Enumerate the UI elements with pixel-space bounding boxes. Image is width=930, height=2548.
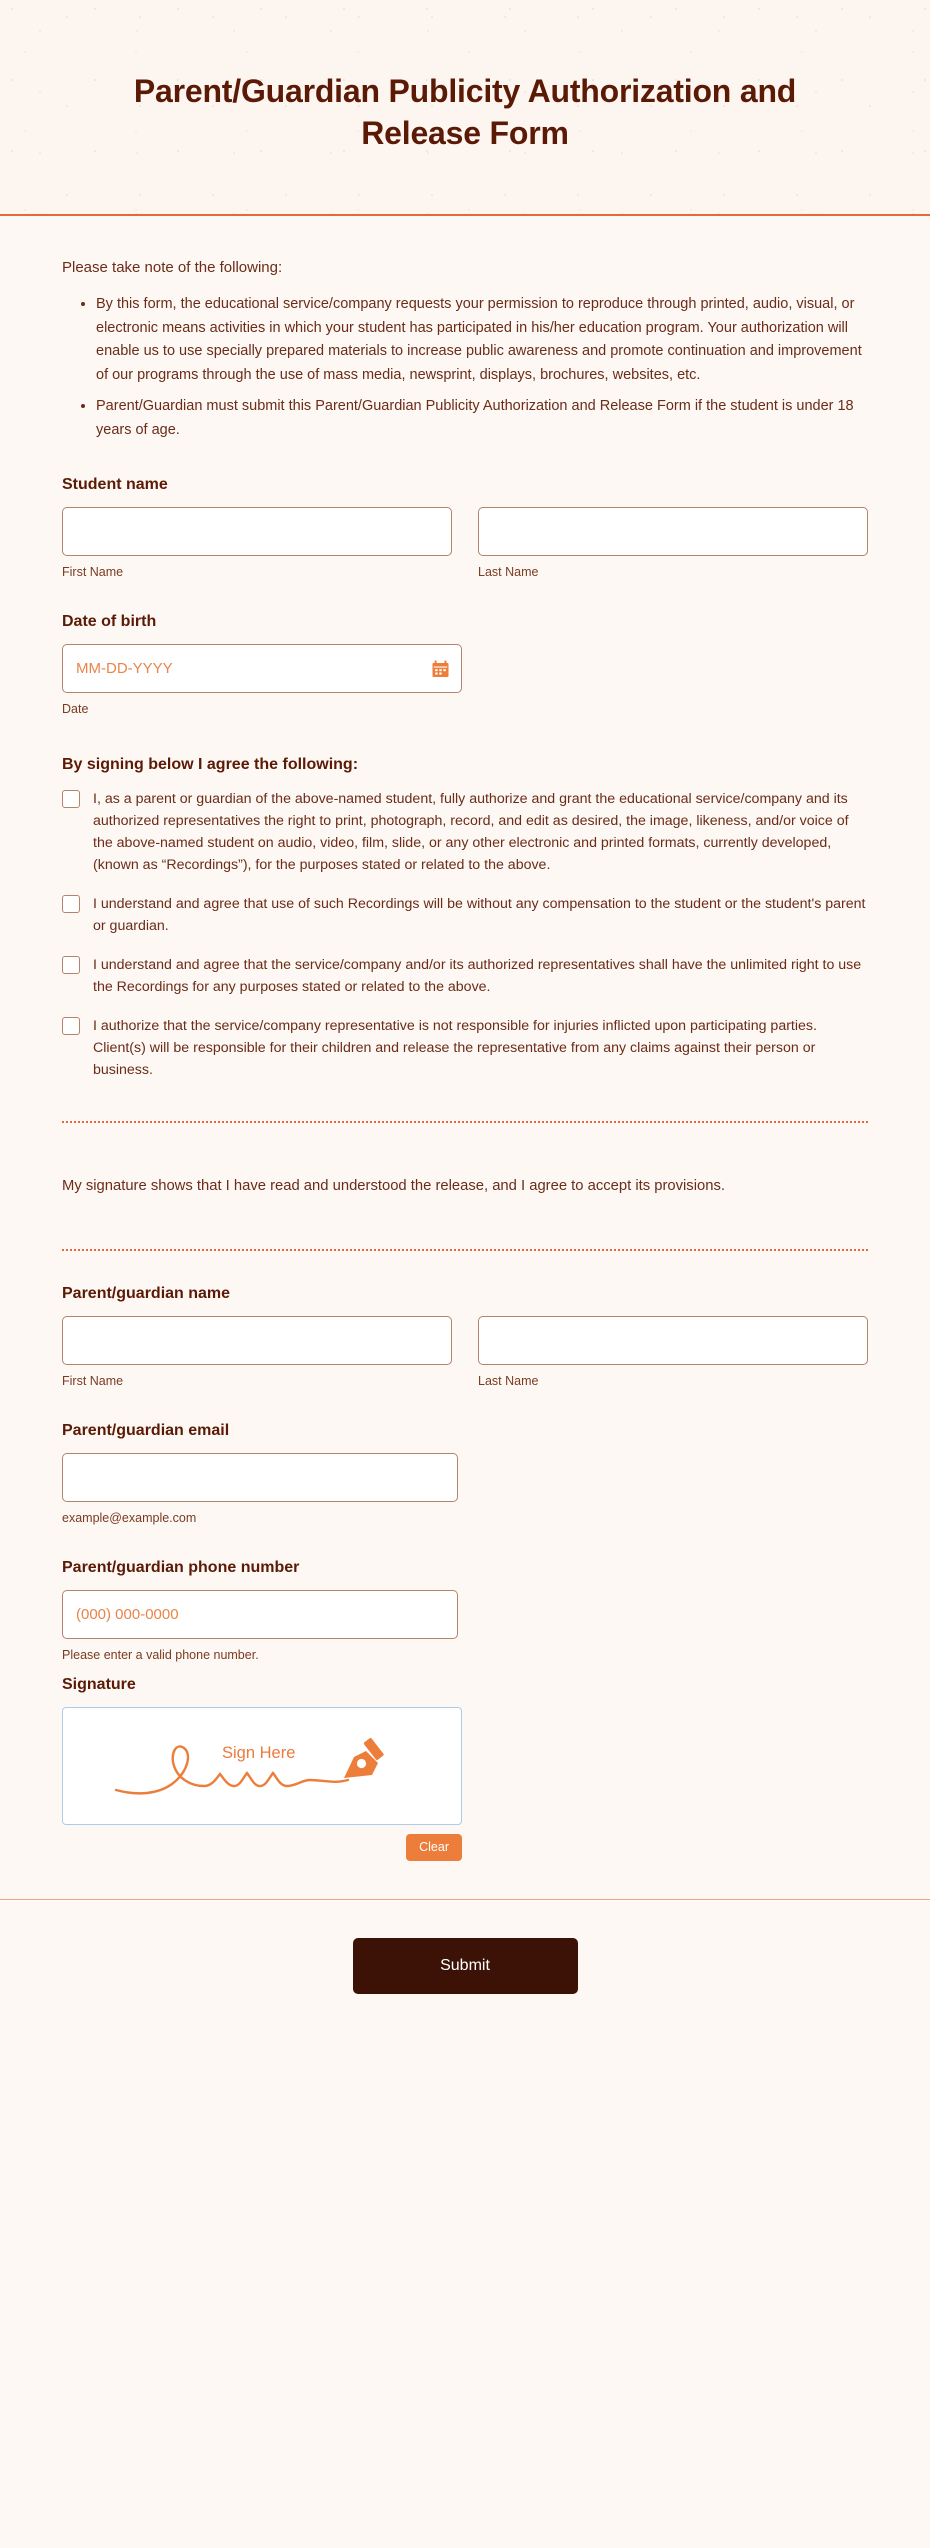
signature-label: Signature — [62, 1676, 136, 1694]
parent-first-name-sublabel: First Name — [62, 1374, 124, 1389]
student-last-name-sublabel: Last Name — [478, 565, 539, 580]
parent-email-sublabel: example@example.com — [62, 1511, 197, 1526]
form-header — [0, 0, 930, 216]
student-first-name-input[interactable] — [62, 507, 452, 556]
date-of-birth-group — [62, 613, 868, 716]
parent-first-name-col — [62, 1316, 452, 1388]
agreement-text-1: I, as a parent or guardian of the above-named student, fully authorize and grant the educational service/company and its authorized representatives the right to print, photograph, record, and edit as desired, the image, likeness, and/or voice of the above-named student on audio, video, film, slide, or any other electronic and printed formats, currently developed, (known as “Recordings”), for the purposes stated or related to the above. — [93, 791, 849, 874]
date-of-birth-sublabel: Date — [62, 702, 89, 717]
signature-placeholder-art — [112, 1724, 412, 1808]
student-name-label: Student name — [62, 476, 168, 494]
intro-bullet-item: • By this form, the educational service/company requests your permission to reproduce through printed, audio, visual, or electronic means activities in which your student has participated in his/her education program. Your authorization will enable us to use specially prepared materials to increase public awareness and promote continuation and improvement of our programs through the use of mass media, newsprint, displays, brochures, websites, etc. — [96, 293, 868, 387]
parent-email-label: Parent/guardian email — [62, 1422, 230, 1440]
agreement-item[interactable] — [62, 788, 868, 876]
calendar-icon[interactable] — [432, 660, 449, 677]
form-body — [0, 216, 930, 1861]
submit-button[interactable]: Submit — [353, 1938, 578, 1994]
pen-nib-icon — [342, 1736, 390, 1782]
parent-last-name-col — [478, 1316, 868, 1388]
parent-email-group — [62, 1422, 868, 1525]
agreement-checkbox-3[interactable] — [62, 956, 80, 974]
agreement-item[interactable] — [62, 954, 868, 998]
student-first-name-sublabel: First Name — [62, 565, 124, 580]
agreement-item[interactable] — [62, 1015, 868, 1081]
agreement-heading: By signing below I agree the following: — [62, 756, 359, 774]
parent-first-name-input[interactable] — [62, 1316, 452, 1365]
parent-last-name-input[interactable] — [478, 1316, 868, 1365]
parent-phone-label: Parent/guardian phone number — [62, 1559, 300, 1577]
parent-email-input[interactable] — [62, 1453, 458, 1502]
parent-phone-input[interactable] — [62, 1590, 458, 1639]
date-of-birth-input[interactable] — [62, 644, 462, 693]
intro-bullet-item: • Parent/Guardian must submit this Parent/Guardian Publicity Authorization and Release Form if the student is under 18 years of age. — [96, 395, 868, 442]
agreement-text-2: I understand and agree that use of such Recordings will be without any compensation to the student or the student's parent or guardian. — [93, 896, 866, 935]
parent-phone-sublabel: Please enter a valid phone number. — [62, 1648, 259, 1663]
student-name-group — [62, 476, 868, 579]
signature-clear-row — [62, 1834, 462, 1861]
student-last-name-input[interactable] — [478, 507, 868, 556]
parent-last-name-sublabel: Last Name — [478, 1374, 539, 1389]
date-of-birth-label: Date of birth — [62, 613, 157, 631]
agreement-item[interactable] — [62, 893, 868, 937]
signature-statement: My signature shows that I have read and understood the release, and I agree to accept its provisions. — [62, 1178, 725, 1195]
agreement-checkbox-4[interactable] — [62, 1017, 80, 1035]
intro-lead-text: Please take note of the following: — [62, 259, 283, 276]
agreement-text-4: I authorize that the service/company representative is not responsible for injuries inflicted upon participating parties. Client(s) will be responsible for their children and release the representative from any claims against their person or business. — [93, 1018, 817, 1079]
parent-name-label: Parent/guardian name — [62, 1285, 231, 1303]
parent-phone-group — [62, 1559, 868, 1662]
student-last-name-col — [478, 507, 868, 579]
date-of-birth-wrapper — [62, 644, 462, 693]
page-title: Parent/Guardian Publicity Authorization and Release Form — [133, 73, 797, 151]
clear-signature-button[interactable]: Clear — [406, 1834, 462, 1861]
student-first-name-col — [62, 507, 452, 579]
parent-name-row — [62, 1316, 868, 1388]
parent-name-group — [62, 1285, 868, 1388]
signature-pad[interactable] — [62, 1707, 462, 1825]
intro-bullet-list — [62, 293, 868, 442]
agreement-text-3: I understand and agree that the service/company and/or its authorized representatives shall have the unlimited right to use the Recordings for any purposes stated or related to the above. — [93, 957, 862, 996]
signature-group — [62, 1676, 868, 1861]
sign-here-hint: Sign Here — [222, 1744, 296, 1763]
agreement-checkbox-1[interactable] — [62, 790, 80, 808]
form-footer — [0, 1899, 930, 2036]
divider-bottom — [62, 1249, 868, 1251]
agreement-checkbox-2[interactable] — [62, 895, 80, 913]
student-name-row — [62, 507, 868, 579]
